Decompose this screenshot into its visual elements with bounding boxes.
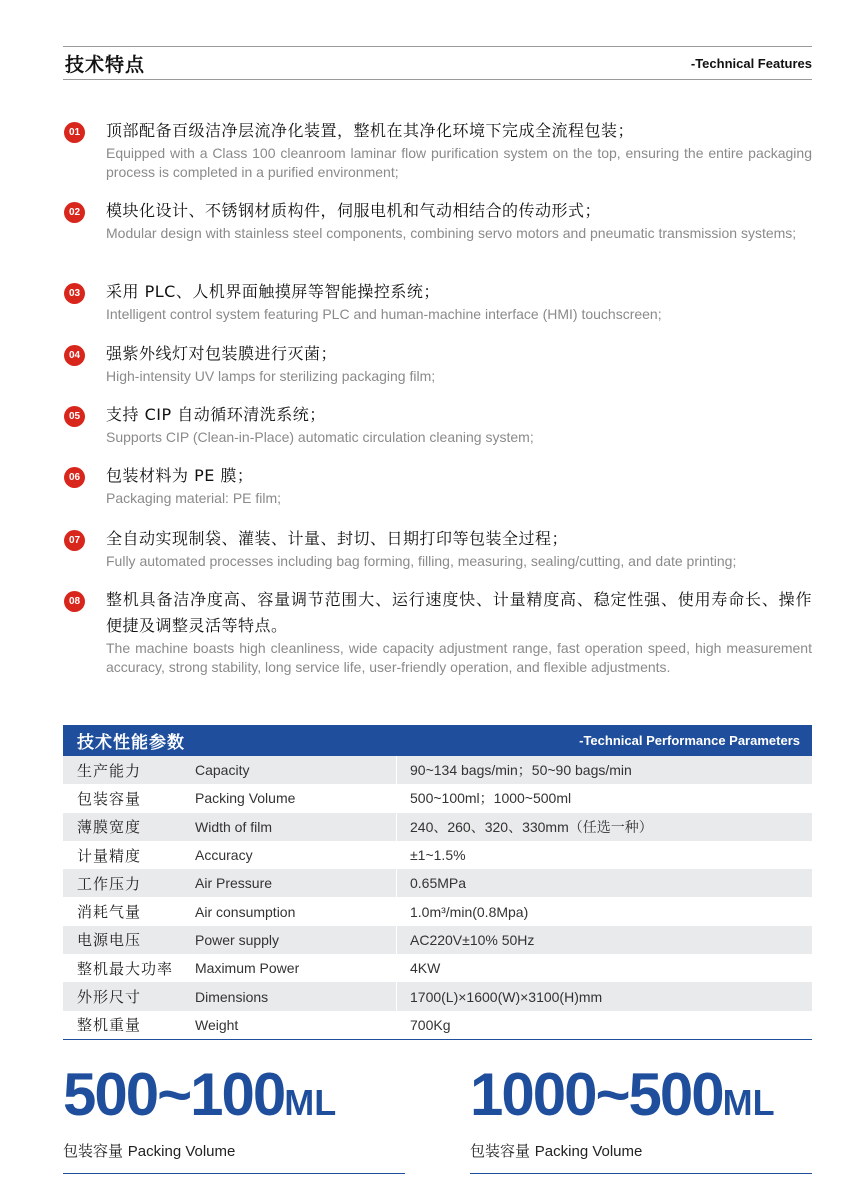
feature-item: [63, 198, 812, 279]
param-name-zh: 工作压力: [77, 874, 142, 893]
table-row: [63, 813, 812, 841]
feature-text-en: Supports CIP (Clean-in-Place) automatic circulation cleaning system;: [106, 429, 534, 445]
feature-text-zh: 整机具备洁净度高、容量调节范围大、运行速度快、计量精度高、稳定性强、使用寿命长、操作便捷及调整灵活等特点。: [106, 590, 812, 635]
param-name-zh: 计量精度: [77, 846, 142, 865]
feature-text-en: The machine boasts high cleanliness, wide capacity adjustment range, fast operation speed, high measurement accuracy, strong stability, long service life, user-friendly operation, and flexible adjustments.: [106, 640, 812, 675]
param-name-en: Accuracy: [195, 841, 397, 869]
param-name-zh: 消耗气量: [77, 903, 142, 922]
param-value: 0.65MPa: [410, 875, 467, 892]
volume-label-zh: 包装容量: [63, 1142, 124, 1160]
feature-item: [63, 463, 812, 526]
table-subtitle: -Technical Performance Parameters: [579, 733, 800, 748]
volume-label: [63, 1140, 405, 1161]
param-value: 90~134 bags/min；50~90 bags/min: [410, 762, 632, 779]
feature-item: [63, 402, 812, 463]
feature-text-en: High-intensity UV lamps for sterilizing packaging film;: [106, 368, 436, 384]
table-row: [63, 897, 812, 925]
feature-text-en: Intelligent control system featuring PLC and human-machine interface (HMI) touchscreen;: [106, 306, 662, 322]
table-row: [63, 982, 812, 1010]
feature-item: [63, 587, 812, 677]
param-name-zh: 薄膜宽度: [77, 818, 142, 837]
table-row: [63, 869, 812, 897]
feature-text-zh: 全自动实现制袋、灌装、计量、封切、日期打印等包装全过程；: [106, 529, 569, 548]
feature-number-badge: 04: [64, 345, 85, 366]
param-value: ±1~1.5%: [410, 847, 466, 864]
feature-text-en: Equipped with a Class 100 cleanroom laminar flow purification system on the top, ensuring the entire packaging process is completed in a purified environment;: [106, 145, 812, 180]
volume-stat-small: [63, 1058, 405, 1174]
param-value: 1700(L)×1600(W)×3100(H)mm: [410, 988, 603, 1005]
table-row: [63, 841, 812, 869]
param-name-zh: 整机重量: [77, 1016, 142, 1035]
feature-item: [63, 341, 812, 402]
param-name-en: Power supply: [195, 926, 397, 954]
feature-item: [63, 279, 812, 341]
param-name-en: Dimensions: [195, 982, 397, 1010]
feature-item: [63, 526, 812, 587]
feature-number-badge: 08: [64, 591, 85, 612]
volume-stat-large: [470, 1058, 812, 1174]
table-title: 技术性能参数: [77, 733, 185, 753]
param-name-zh: 生产能力: [77, 761, 142, 780]
feature-text-zh: 采用 PLC、人机界面触摸屏等智能操控系统；: [106, 282, 440, 301]
volume-label-en: Packing Volume: [534, 1143, 643, 1160]
feature-text-zh: 包装材料为 PE 膜；: [106, 466, 254, 485]
volume-unit: ML: [284, 1082, 337, 1123]
feature-number-badge: 05: [64, 406, 85, 427]
table-header: [63, 725, 812, 756]
volume-underline: [470, 1173, 812, 1174]
param-value: 500~100ml；1000~500ml: [410, 790, 572, 807]
header-rule-bottom: [63, 79, 812, 80]
param-name-zh: 外形尺寸: [77, 988, 142, 1007]
volume-label-en: Packing Volume: [127, 1143, 236, 1160]
table-row: [63, 784, 812, 812]
volume-range: 1000~500: [470, 1061, 723, 1128]
param-name-en: Air consumption: [195, 897, 397, 925]
volume-unit: ML: [722, 1082, 775, 1123]
param-value: 1.0m³/min(0.8Mpa): [410, 903, 529, 920]
feature-number-badge: 06: [64, 467, 85, 488]
feature-list: [63, 118, 812, 677]
table-row: [63, 1011, 812, 1039]
param-name-en: Capacity: [195, 756, 397, 784]
param-value: 4KW: [410, 960, 441, 977]
feature-number-badge: 03: [64, 283, 85, 304]
param-name-en: Air Pressure: [195, 869, 397, 897]
table-row: [63, 926, 812, 954]
feature-number-badge: 02: [64, 202, 85, 223]
feature-number-badge: 01: [64, 122, 85, 143]
param-value: 240、260、320、330mm（任选一种）: [410, 818, 653, 835]
header-rule-top: [63, 46, 812, 47]
parameters-table: [63, 725, 812, 1040]
features-title: 技术特点: [65, 54, 146, 76]
table-row: [63, 954, 812, 982]
param-value: AC220V±10% 50Hz: [410, 931, 535, 948]
feature-text-en: Modular design with stainless steel components, combining servo motors and pneumatic transmission systems;: [106, 225, 797, 241]
feature-text-en: Packaging material: PE film;: [106, 490, 282, 506]
volume-number: [63, 1058, 405, 1140]
param-name-en: Packing Volume: [195, 784, 397, 812]
param-value: 700Kg: [410, 1016, 451, 1033]
volume-range: 500~100: [63, 1061, 285, 1128]
features-subtitle: -Technical Features: [690, 56, 812, 71]
param-name-zh: 整机最大功率: [77, 959, 174, 978]
volume-label-zh: 包装容量: [470, 1142, 531, 1160]
param-name-en: Maximum Power: [195, 954, 397, 982]
feature-item: [63, 118, 812, 198]
table-row: [63, 756, 812, 784]
table-bottom-rule: [63, 1039, 812, 1040]
volume-number: [470, 1058, 812, 1140]
feature-text-zh: 顶部配备百级洁净层流净化装置，整机在其净化环境下完成全流程包装；: [106, 121, 635, 140]
param-name-en: Weight: [195, 1011, 397, 1039]
feature-text-en: Fully automated processes including bag forming, filling, measuring, sealing/cutting, and date printing;: [106, 553, 737, 569]
feature-text-zh: 模块化设计、不锈钢材质构件，伺服电机和气动相结合的传动形式；: [106, 201, 602, 220]
table-body: [63, 756, 812, 1039]
feature-number-badge: 07: [64, 530, 85, 551]
param-name-en: Width of film: [195, 813, 397, 841]
param-name-zh: 电源电压: [77, 931, 142, 950]
volume-underline: [63, 1173, 405, 1174]
feature-text-zh: 强紫外线灯对包装膜进行灭菌；: [106, 344, 338, 363]
volume-label: [470, 1140, 812, 1161]
feature-text-zh: 支持 CIP 自动循环清洗系统；: [106, 405, 326, 424]
param-name-zh: 包装容量: [77, 789, 142, 808]
